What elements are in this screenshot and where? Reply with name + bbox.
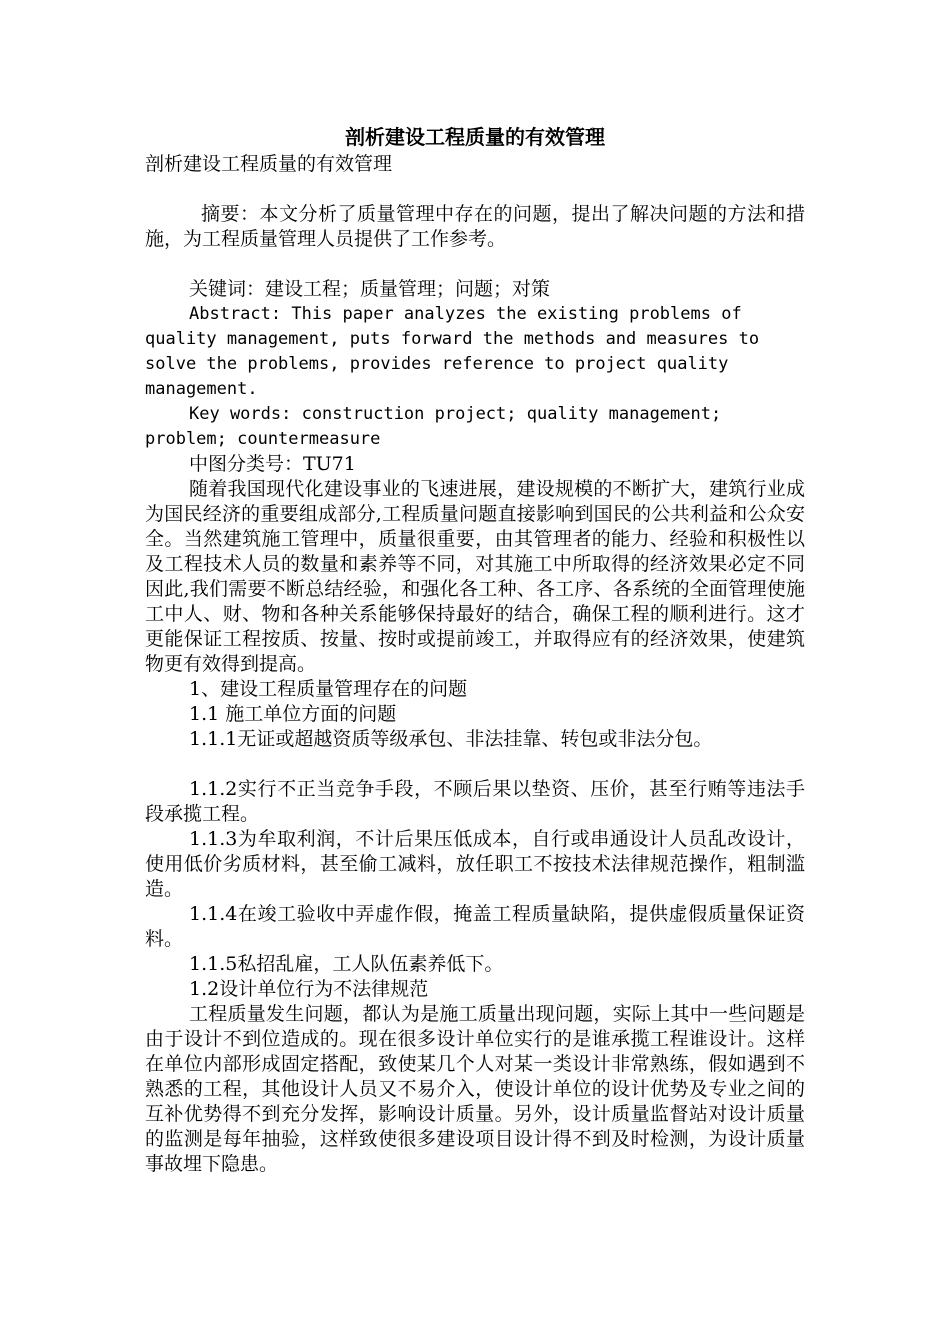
paragraph-1-1-4: 1.1.4在竣工验收中弄虚作假，掩盖工程质量缺陷，提供虚假质量保证资料。 xyxy=(145,903,805,950)
intro-paragraph: 随着我国现代化建设事业的飞速进展，建设规模的不断扩大，建筑行业成为国民经济的重要组成部分,工程质量问题直接影响到国民的公共利益和公众安全。当然建筑施工管理中，质量很重要，由其管理者的能力、经验和积极性以及工程技术人员的数量和素养等不同，对其施工中所取得的经济效果必定不同因此,我们需要不断总结经验，和强化各工种、各工序、各系统的全面管理使施工中人、财、物和各种关系能够保持最好的结合，确保工程的顺利进行。这才更能保证工程按质、按量、按时或提前竣工，并取得应有的经济效果，使建筑物更有效得到提高。 xyxy=(145,478,805,675)
classification-number: 中图分类号：TU71 xyxy=(189,453,356,475)
section-heading-1-1: 1.1 施工单位方面的问题 xyxy=(189,703,397,725)
document-subtitle: 剖析建设工程质量的有效管理 xyxy=(145,153,393,175)
document-page xyxy=(145,122,805,1177)
document-title: 剖析建设工程质量的有效管理 xyxy=(345,125,605,149)
keywords-cn: 关键词：建设工程；质量管理；问题；对策 xyxy=(189,278,551,300)
paragraph-1-1-5: 1.1.5私招乱雇，工人队伍素养低下。 xyxy=(189,953,504,975)
blank-line xyxy=(145,252,805,277)
paragraph-1-1-2: 1.1.2实行不正当竞争手段，不顾后果以垫资、压价，甚至行贿等违法手段承揽工程。 xyxy=(145,778,805,825)
section-heading-1-2: 1.2设计单位行为不法律规范 xyxy=(189,978,429,1000)
blank-line xyxy=(145,177,805,202)
paragraph-1-2: 工程质量发生问题，都认为是施工质量出现问题，实际上其中一些问题是由于设计不到位造成的。现在很多设计单位实行的是谁承揽工程谁设计。这样在单位内部形成固定搭配，致使某几个人对某一类设计非常熟练，假如遇到不熟悉的工程，其他设计人员又不易介入，使设计单位的设计优势及专业之间的互补优势得不到充分发挥，影响设计质量。另外，设计质量监督站对设计质量的监测是每年抽验，这样致使很多建设项目设计得不到及时检测，为设计质量事故埋下隐患。 xyxy=(145,1003,805,1175)
section-heading-1: 1、建设工程质量管理存在的问题 xyxy=(189,678,468,700)
paragraph-1-1-1: 1.1.1无证或超越资质等级承包、非法挂靠、转包或非法分包。 xyxy=(189,728,713,750)
blank-line xyxy=(145,752,805,777)
abstract-en: Abstract: This paper analyzes the existing problems of quality management, puts forward the methods and measures to solve the problems, provides reference to project quality management. xyxy=(145,304,760,399)
paragraph-1-1-3: 1.1.3为牟取利润，不计后果压低成本，自行或串通设计人员乱改设计，使用低价劣质材料，甚至偷工减料，放任职工不按技术法律规范操作，粗制滥造。 xyxy=(145,828,805,900)
abstract-cn: 摘要：本文分析了质量管理中存在的问题，提出了解决问题的方法和措施，为工程质量管理人员提供了工作参考。 xyxy=(145,203,805,250)
keywords-en: Key words: construction project; quality management; problem; countermeasure xyxy=(145,404,722,449)
